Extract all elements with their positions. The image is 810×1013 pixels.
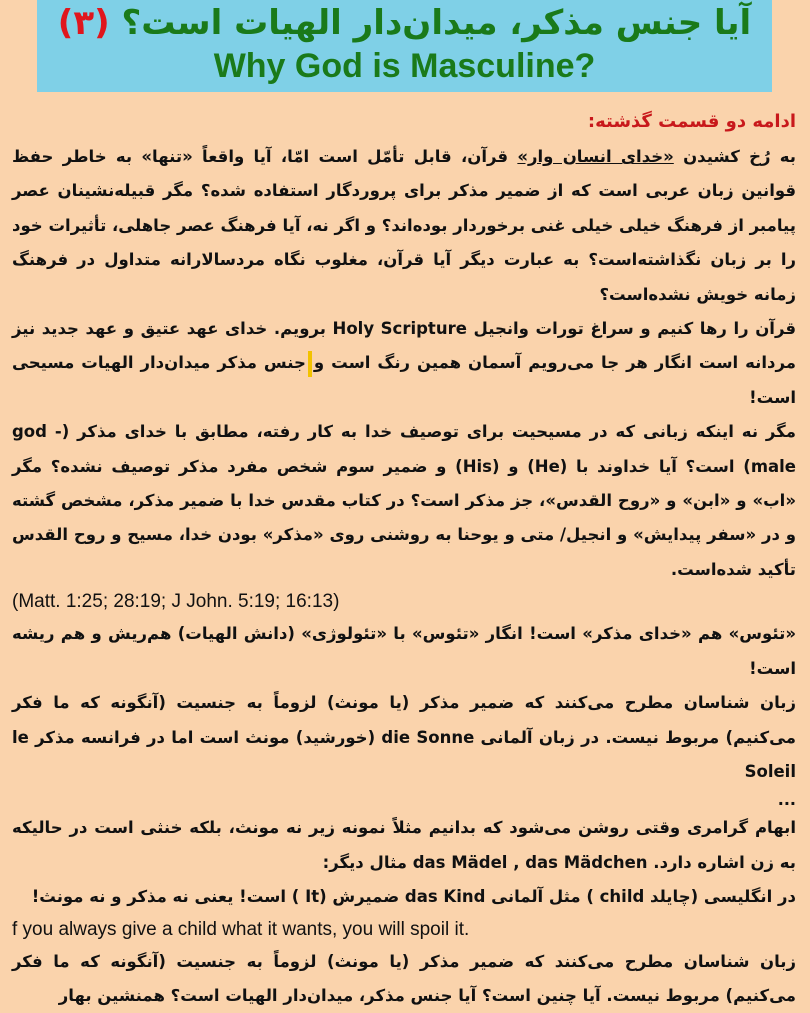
title-persian-text: آیا جنس مذکر، میدان‌دار الهیات است؟	[121, 3, 752, 43]
p1-before: به رُخ کشیدن	[673, 147, 796, 166]
paragraph-1	[12, 140, 796, 312]
paragraph-3: مگر نه اینکه زبانی که در مسیحیت برای توصیف خدا به کار رفته، مطابق با خدای مذکر (god - male) است؟ آیا خداوند با (He) و (His) و ضمیر سوم شخص مفرد مذکر توصیف نشده؟ مگر «اب» و «ابن» و «روح القدس»، جز مذکر است؟ در کتاب مقدس خدا با ضمیر مذکر، مشخص گشته و در «سفر پیدایش» و انجیل/ متی و یوحنا به روشنی روی «مذکر» بودن خدا، مسیح و روح القدس تأکید شده‌است.	[12, 422, 797, 579]
p1-after: قرآن، قابل تأمّل است امّا، آیا واقعاً «تنها» به خاطر حفظ قوانین زبان عربی است که از ضمیر مذکر برای پروردگار استفاده شده؟ مگر قبیله‌نشینان عصر پیامبر از فرهنگ خیلی خیلی غنی برخوردار بوده‌اند؟ و اگر نه، آیا فرهنگ عصر جاهلی، تأثیرات خود را بر زبان نگذاشته‌است؟ به عبارت دیگر آیا قرآن، مغلوب نگاه مردسالارانه متداول در فرهنگ زمانه خویش نشده‌است؟	[12, 147, 796, 304]
paragraph-8: زبان شناسان مطرح می‌کنند که ضمیر مذکر (یا مونث) لزوماً به جنسیت (آنگونه که ما فکر می‌کنیم) مربوط نیست. آیا چنین است؟ آیا جنس مذکر، میدان‌دار الهیات است؟ همنشین بهار	[12, 951, 796, 1005]
subheading: ادامه دو قسمت گذشته:	[587, 111, 796, 132]
paragraph-7: در انگلیسی (چایلد child ) مثل آلمانی das Kind ضمیرش (It ) است! یعنی نه مذکر و نه مونث!	[31, 887, 796, 907]
p1-underlined: «خدای انسان وار»	[517, 147, 674, 166]
citation: (Matt. 1:25; 28:19; J John. 5:19; 16:13)	[12, 591, 340, 613]
article-body	[12, 104, 796, 1013]
english-sentence: f you always give a child what it wants, you will spoil it.	[12, 918, 470, 940]
title-part-number: (۳)	[57, 3, 110, 43]
title-persian	[37, 0, 772, 46]
title-english: Why God is Masculine?	[213, 47, 596, 85]
paragraph-4: «تئوس» هم «خدای مذکر» است! انگار «تئوس» با «تئولوژی» (دانش الهیات) هم‌ریش و هم ریشه است!	[12, 624, 796, 678]
paragraph-2	[12, 312, 796, 415]
paragraph-5: زبان شناسان مطرح می‌کنند که ضمیر مذکر (یا مونث) لزوماً به جنسیت (آنگونه که ما فکر می‌کنیم) مربوط نیست. در زبان آلمانی die Sonne (خورشید) مونث است اما در فرانسه مذکر le Soleil	[12, 693, 796, 781]
ellipsis: ...	[777, 790, 796, 810]
p2-before: قرآن را رها کنیم و سراغ تورات وانجیل Holy Scripture برویم. خدای عهد عتیق و عهد جدید نیز مردانه است انگار هر جا می‌رویم آسمان همین رنگ است و	[12, 319, 797, 373]
title-banner	[37, 0, 772, 92]
text-cursor	[308, 351, 312, 377]
paragraph-6: ابهام گرامری وقتی روشن می‌شود که بدانیم مثلاً نمونه زیر نه مونث، بلکه خنثی است در حالیکه به زن اشاره دارد. das Mädel , das Mädchen مثال دیگر:	[12, 818, 796, 872]
p2-after: جنس مذکر میدان‌دار الهیات مسیحی است!	[12, 353, 796, 407]
